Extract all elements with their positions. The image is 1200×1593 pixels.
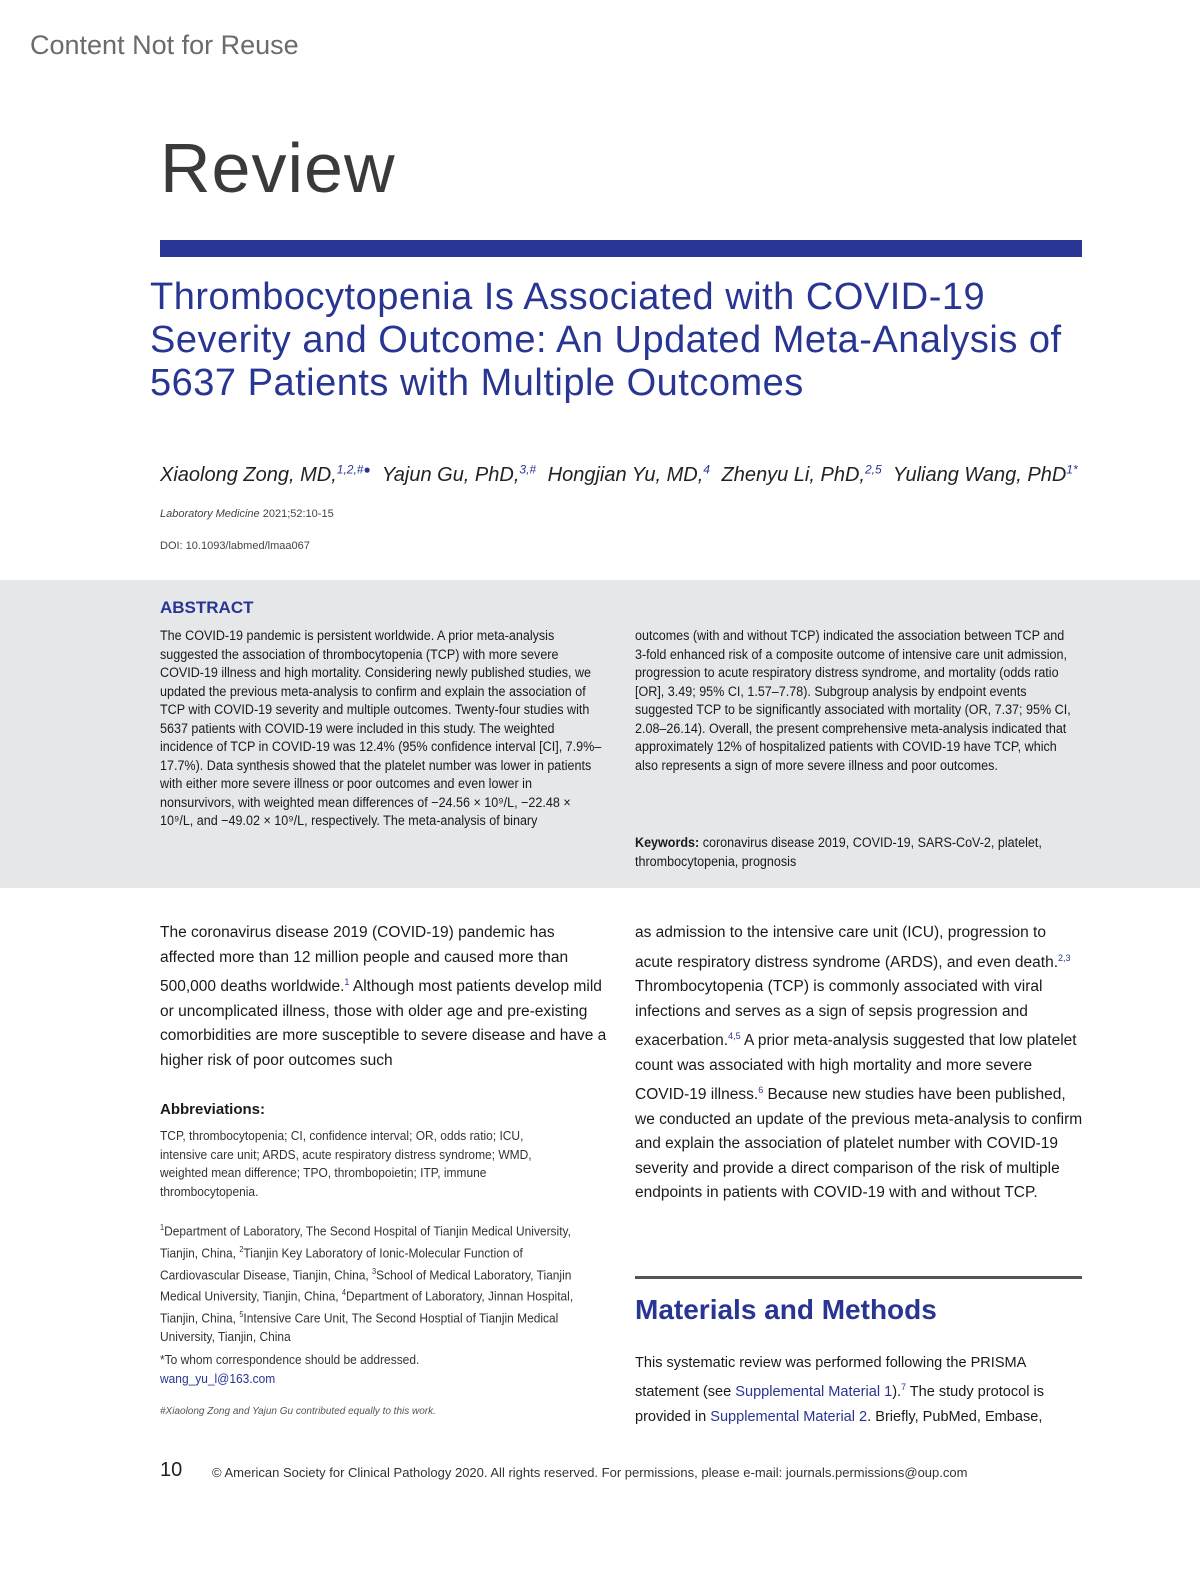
header-rule	[160, 240, 1082, 257]
supplemental-material-1-link[interactable]: Supplemental Material 1	[735, 1383, 893, 1400]
abbreviations-text: TCP, thrombocytopenia; CI, confidence interval; OR, odds ratio; ICU, intensive care unit; ARDS, acute respiratory distress syndrome; WMD, weighted mean difference; TPO, thrombopoietin; ITP, immune thrombocytopenia.	[160, 1128, 532, 1199]
citation-ref[interactable]: 7	[901, 1382, 906, 1392]
article-title: Thrombocytopenia Is Associated with COVID-19 Severity and Outcome: An Updated Meta-Analysis of 5637 Patients with Multiple Outcomes	[150, 276, 1062, 404]
watermark-text: Content Not for Reuse	[30, 30, 299, 60]
section-rule	[635, 1276, 1082, 1279]
abstract-heading: ABSTRACT	[160, 598, 254, 617]
citation-ref[interactable]: 6	[758, 1085, 764, 1096]
citation-ref[interactable]: 2,3	[1058, 952, 1071, 963]
methods-text: This systematic review was performed following the PRISMA statement (see Supplemental Material 1).$^7$ The study protocol is provided in Supplemental Material 2. Briefly, PubMed, Embase,	[635, 1354, 1044, 1425]
author-2: Yajun Gu, PhD,$^{3,\#}$	[381, 462, 537, 486]
methods-heading: Materials and Methods	[635, 1294, 937, 1325]
correspondence-email-link[interactable]: wang_yu_l@163.com	[160, 1371, 276, 1386]
author-5: Yuliang Wang, PhD$^{1*}$	[892, 462, 1078, 486]
copyright-footer: © American Society for Clinical Pathology 2020. All rights reserved. For permissions, please e-mail: journals.permissions@oup.com	[212, 1465, 968, 1480]
correspondence-note: *To whom correspondence should be addressed.	[160, 1352, 420, 1367]
journal-citation: Laboratory Medicine 2021;52:10-15	[160, 508, 334, 520]
keywords-list: coronavirus disease 2019, COVID-19, SARS-CoV-2, platelet, thrombocytopenia, prognosis	[635, 835, 1042, 869]
keywords	[635, 834, 1077, 871]
supplemental-material-2-link[interactable]: Supplemental Material 2	[710, 1408, 868, 1425]
abstract-text-left: The COVID-19 pandemic is persistent worldwide. A prior meta-analysis suggested the association of thrombocytopenia (TCP) with more severe COVID-19 illness and high mortality. Considering newly published studies, we updated the previous meta-analysis to confirm and explain the association of TCP with COVID-19 severity and multiple outcomes. Twenty-four studies with 5637 patients with COVID-19 were included in this study. The weighted incidence of TCP in COVID-19 was 12.4% (95% confidence interval [CI], 7.9%–17.7%). Data synthesis showed that the platelet number was lower in patients with either more severe illness or poor outcomes and even lower in nonsurvivors, with weighted mean differences of −24.56 × 10⁹/L, −22.48 × 10⁹/L, and −49.02 × 10⁹/L, respectively. The meta-analysis of binary	[160, 628, 602, 828]
doi: DOI: 10.1093/labmed/lmaa067	[160, 540, 310, 552]
author-3: Hongjian Yu, MD,$^4$	[547, 462, 710, 486]
author-4: Zhenyu Li, PhD,$^{2,5}$	[721, 462, 882, 486]
author-list	[160, 462, 1100, 487]
body-text-left: The coronavirus disease 2019 (COVID-19) pandemic has affected more than 12 million people and caused more than 500,000 deaths worldwide.$^1$ Although most patients develop mild or uncomplicated illness, those with older age and pre-existing comorbidities are more susceptible to severe disease and have a higher risk of poor outcomes such	[160, 924, 607, 1069]
contribution-note: #Xiaolong Zong and Yajun Gu contributed equally to this work.	[160, 1406, 436, 1417]
keywords-label: Keywords:	[635, 835, 700, 850]
citation-ref[interactable]: 1	[344, 977, 350, 987]
affiliations: $^1$Department of Laboratory, The Second Hospital of Tianjin Medical University, Tianjin, China, $^2$Tianjin Key Laboratory of Ionic-Molecular Function of Cardiovascular Disease, Tianjin, China, $^3$School of Medical Laboratory, Tianjin Medical University, Tianjin, China, $^4$Department of Laboratory, Jinnan Hospital, Tianjin, China, $^5$Intensive Care Unit, The Second Hosptial of Tianjin Medical University, Tianjin, China	[160, 1223, 574, 1345]
author-1: Xiaolong Zong, MD,$^{1,2,\#●}$	[160, 462, 371, 486]
page-number: 10	[160, 1459, 183, 1481]
abstract-text-right: outcomes (with and without TCP) indicated the association between TCP and 3-fold enhanced risk of a composite outcome of intensive care unit admission, progression to acute respiratory distress syndrome, and mortality (odds ratio [OR], 3.49; 95% CI, 1.57–7.78). Subgroup analysis by endpoint events suggested TCP to be significantly associated with mortality (OR, 7.37; 95% CI, 2.08–26.14). Overall, the present comprehensive meta-analysis indicated that approximately 12% of hospitalized patients with COVID-19 have TCP, which also represents a sign of more severe illness and poor outcomes.	[635, 628, 1071, 773]
body-text-right: as admission to the intensive care unit (ICU), progression to acute respiratory distress syndrome (ARDS), and even death.$^{2,3}$ Thrombocytopenia (TCP) is commonly associated with viral infections and serves as a sign of sepsis progression and exacerbation.$^{4,5}$ A prior meta-analysis suggested that low platelet count was associated with high mortality and more severe COVID-19 illness.$^6$ Because new studies have been published, we conducted an update of the previous meta-analysis to confirm and explain the association of platelet number with COVID-19 severity and provide a direct comparison of the risk of multiple endpoints in patients with COVID-19 with and without TCP.	[635, 924, 1083, 1202]
section-label: Review	[160, 129, 396, 207]
correspondence	[160, 1350, 419, 1388]
citation-ref[interactable]: 4,5	[728, 1031, 741, 1042]
abbreviations-heading: Abbreviations:	[160, 1101, 266, 1118]
